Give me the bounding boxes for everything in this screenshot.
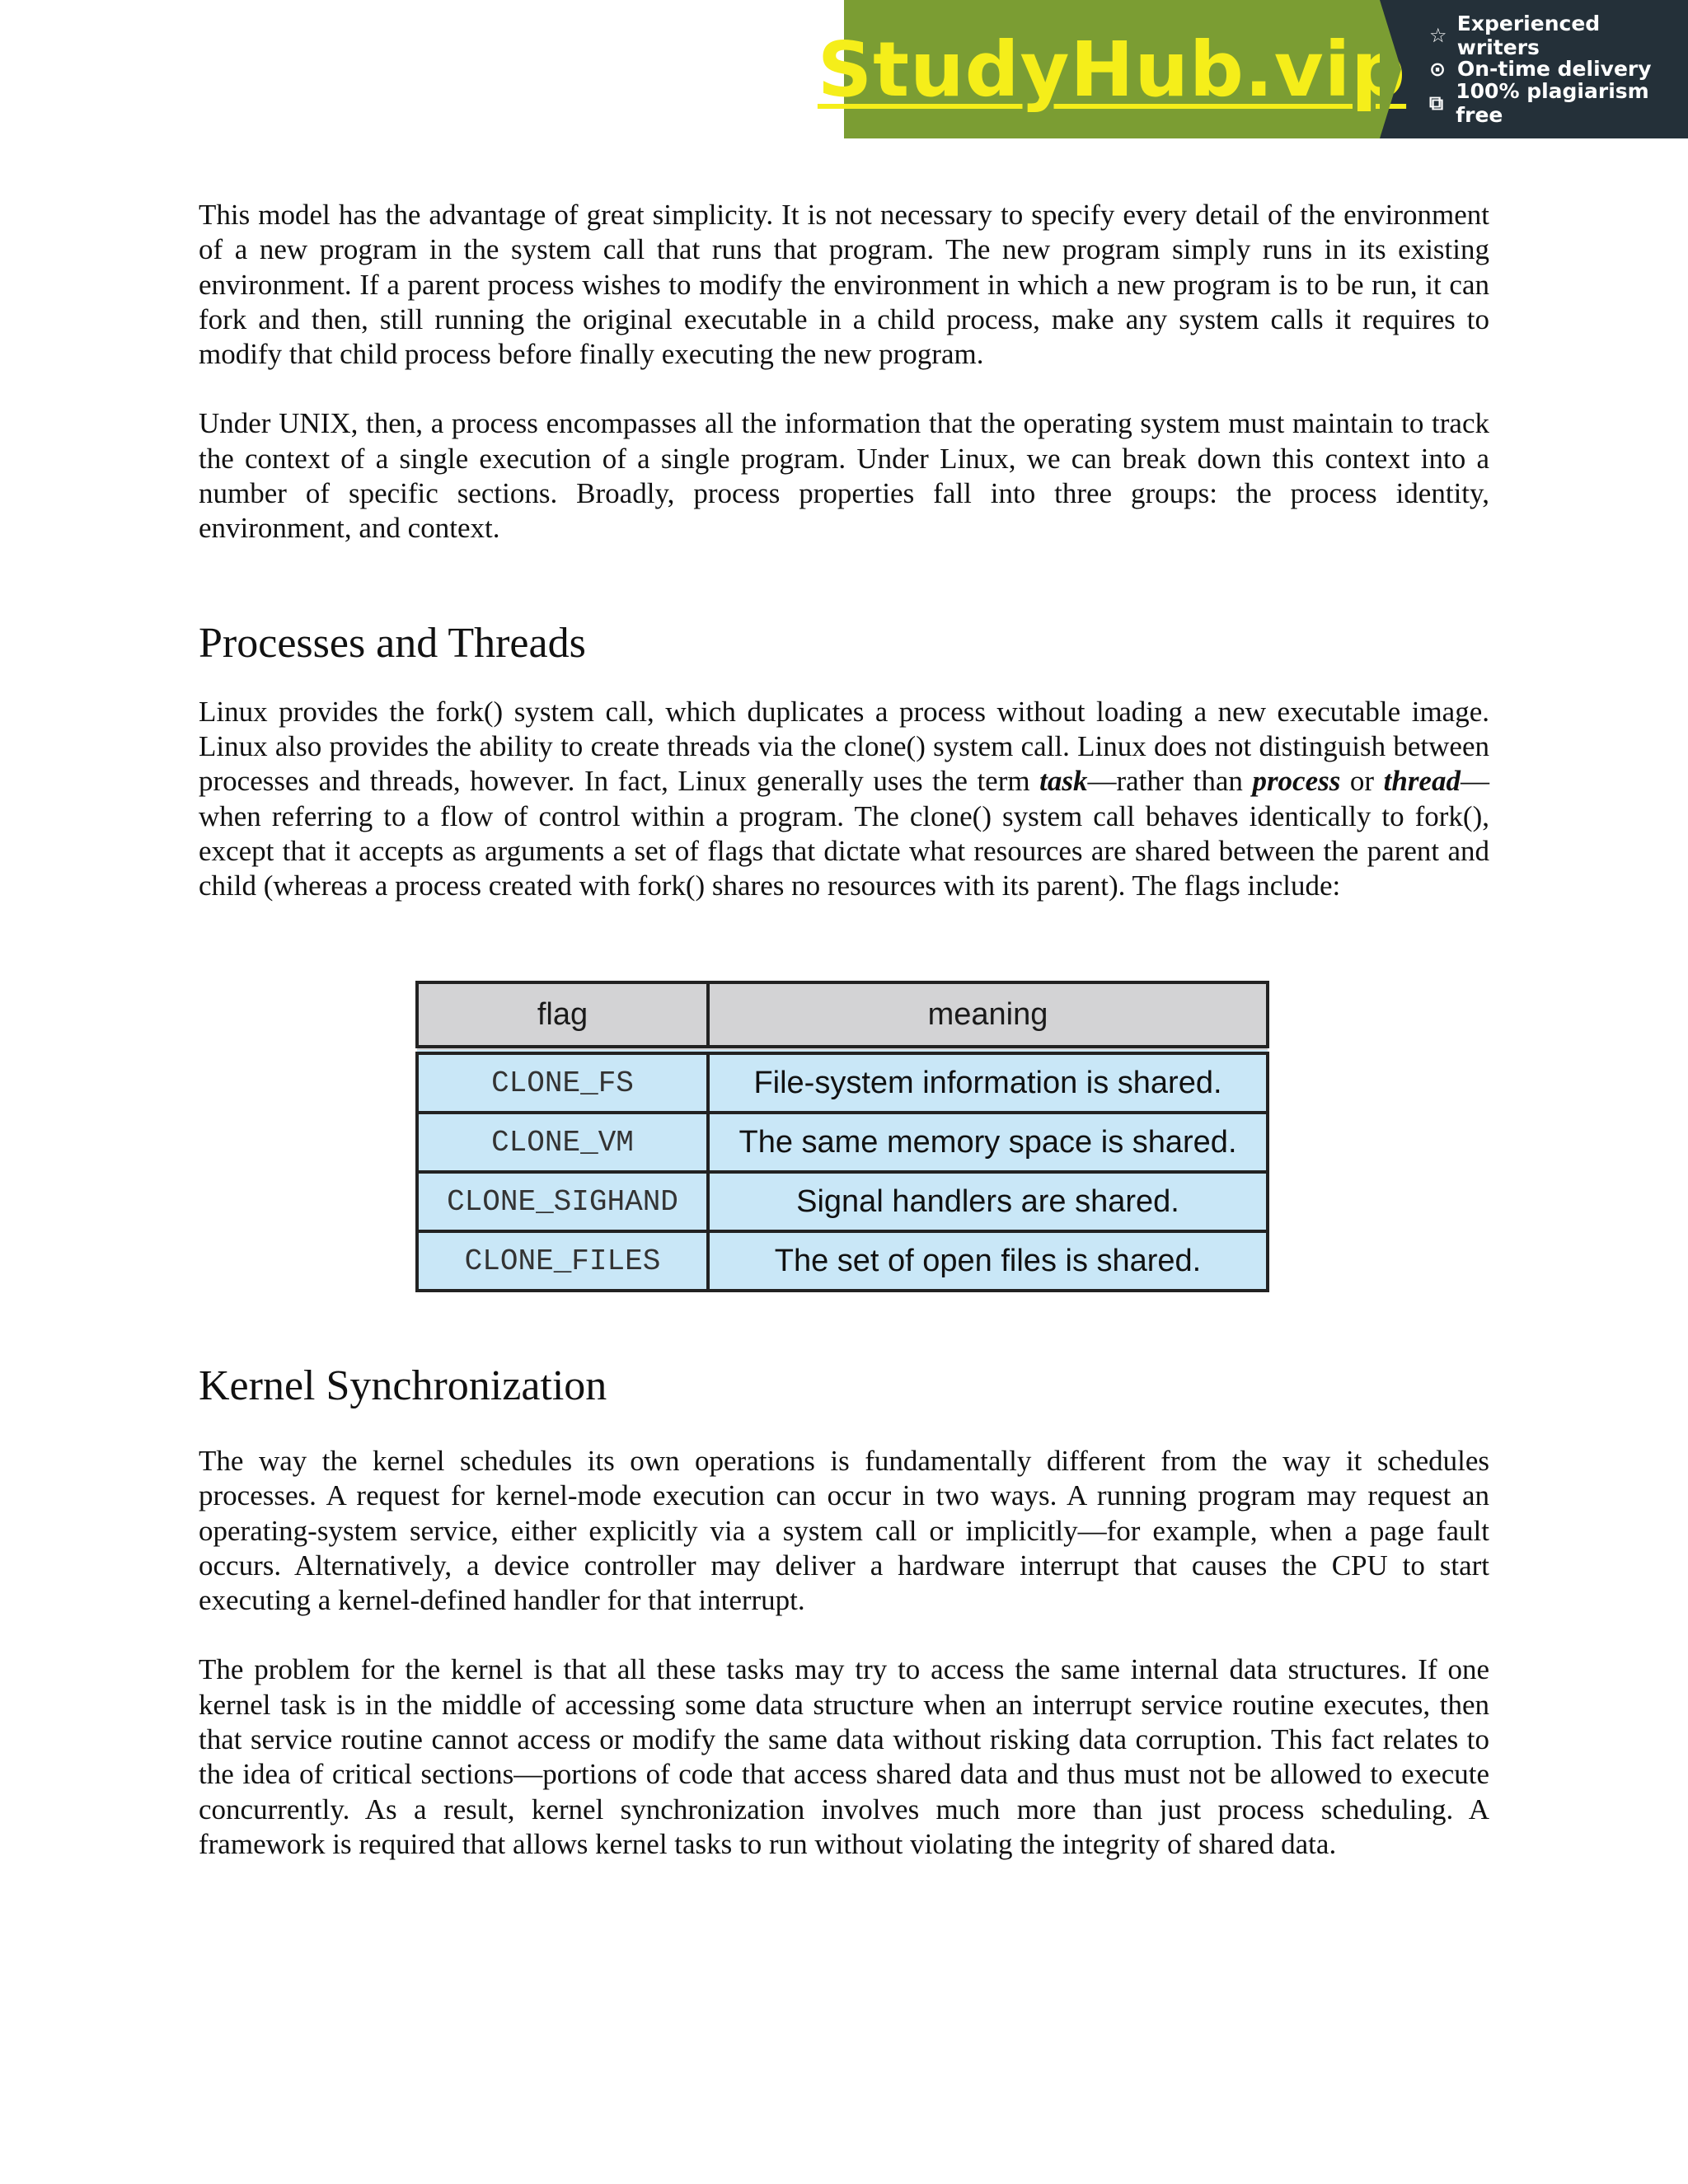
feature-label: Experienced writers	[1456, 11, 1601, 59]
term-task: task	[1039, 765, 1088, 798]
term-thread: thread	[1383, 765, 1461, 798]
paragraph-kernel-scheduling: The way the kernel schedules its own operations is fundamentally different from the way it schedules processes. A request for kernel-mode execution can occur in two ways. A running program may request an operating-system service, either explicitly via a system call or implicitly—for example, when a page fault occurs. Alternatively, a device controller may deliver a hardware interrupt that causes the CPU to start executing a kernel-defined handler for that interrupt.	[199, 1445, 1489, 1617]
table-row	[417, 1231, 1268, 1291]
document-body	[199, 198, 1489, 903]
flag-cell: CLONE_SIGHAND	[417, 1172, 708, 1231]
clock-icon: ⊙	[1429, 57, 1447, 81]
text-span: Linux provides the fork() system call, which duplicates a process without loading a new executable image. Linux also provides the ability to create threads via the clone() system call. Linux does not distinguish between processes and threads, however. In fact, Linux generally uses the term	[199, 695, 1489, 798]
flag-cell: CLONE_VM	[417, 1113, 708, 1172]
meaning-cell: The set of open files is shared.	[708, 1231, 1268, 1291]
text-span: or	[1340, 765, 1384, 798]
table-row	[417, 1050, 1268, 1113]
term-process: process	[1252, 765, 1341, 798]
flag-cell: CLONE_FS	[417, 1050, 708, 1113]
text-span: —when referring to a flow of control within a program. The clone() system call behaves identically to fork(), except that it accepts as arguments a set of flags that dictate what resources are shared between the parent and child (whereas a process created with fork() shares no resources with its parent). The flags include:	[199, 765, 1489, 902]
meaning-cell: Signal handlers are shared.	[708, 1172, 1268, 1231]
banner-features	[1380, 0, 1688, 138]
feature-plagiarism-free	[1429, 78, 1688, 127]
flag-cell: CLONE_FILES	[417, 1231, 708, 1291]
meaning-cell: The same memory space is shared.	[708, 1113, 1268, 1172]
logo-text: StudyHub.vip	[817, 25, 1407, 114]
studyhub-logo[interactable]	[817, 0, 1407, 138]
paragraph-kernel-problem: The problem for the kernel is that all these tasks may try to access the same internal data structures. If one kernel task is in the middle of accessing some data structure when an interrupt service routine executes, then that service routine cannot access or modify the same data without risking data corruption. This fact relates to the idea of critical sections—portions of code that access shared data and thus must not be allowed to execute concurrently. As a result, kernel synchronization involves much more than just process scheduling. A framework is required that allows kernel tasks to run without violating the integrity of shared data.	[199, 1653, 1489, 1860]
table-row	[417, 1172, 1268, 1231]
copy-icon: ⧉	[1429, 91, 1444, 115]
meaning-cell: File-system information is shared.	[708, 1050, 1268, 1113]
feature-label: 100% plagiarism free	[1456, 78, 1649, 127]
heading-kernel-synchronization: Kernel Synchronization	[199, 1362, 607, 1409]
paragraph-simplicity: This model has the advantage of great simplicity. It is not necessary to specify every detail of the environment of a new program in the system call that runs that program. The new program simply runs in its existing environment. If a parent process wishes to modify the environment in which a new program is to be run, it can fork and then, still running the original executable in a child process, make any system calls it requires to modify that child process before finally executing the new program.	[199, 199, 1489, 371]
feature-experienced-writers	[1429, 11, 1688, 59]
column-header-meaning: meaning	[708, 982, 1268, 1050]
text-span: —rather than	[1087, 765, 1253, 798]
clone-flags-table	[415, 981, 1269, 1292]
table-header-row	[417, 982, 1268, 1050]
column-header-flag: flag	[417, 982, 708, 1050]
heading-processes-threads: Processes and Threads	[199, 619, 586, 667]
studyhub-banner[interactable]	[817, 0, 1688, 138]
document-body-lower	[199, 1361, 1489, 1862]
table-row	[417, 1113, 1268, 1172]
feature-label: On-time delivery	[1457, 57, 1652, 81]
star-icon: ☆	[1429, 23, 1447, 47]
paragraph-unix-process: Under UNIX, then, a process encompasses all the information that the operating system must maintain to track the context of a single execution of a single program. Under Linux, we can break down this context into a number of specific sections. Broadly, process properties fall into three groups: the process identity, environment, and context.	[199, 407, 1489, 545]
paragraph-fork-clone	[199, 695, 1489, 904]
